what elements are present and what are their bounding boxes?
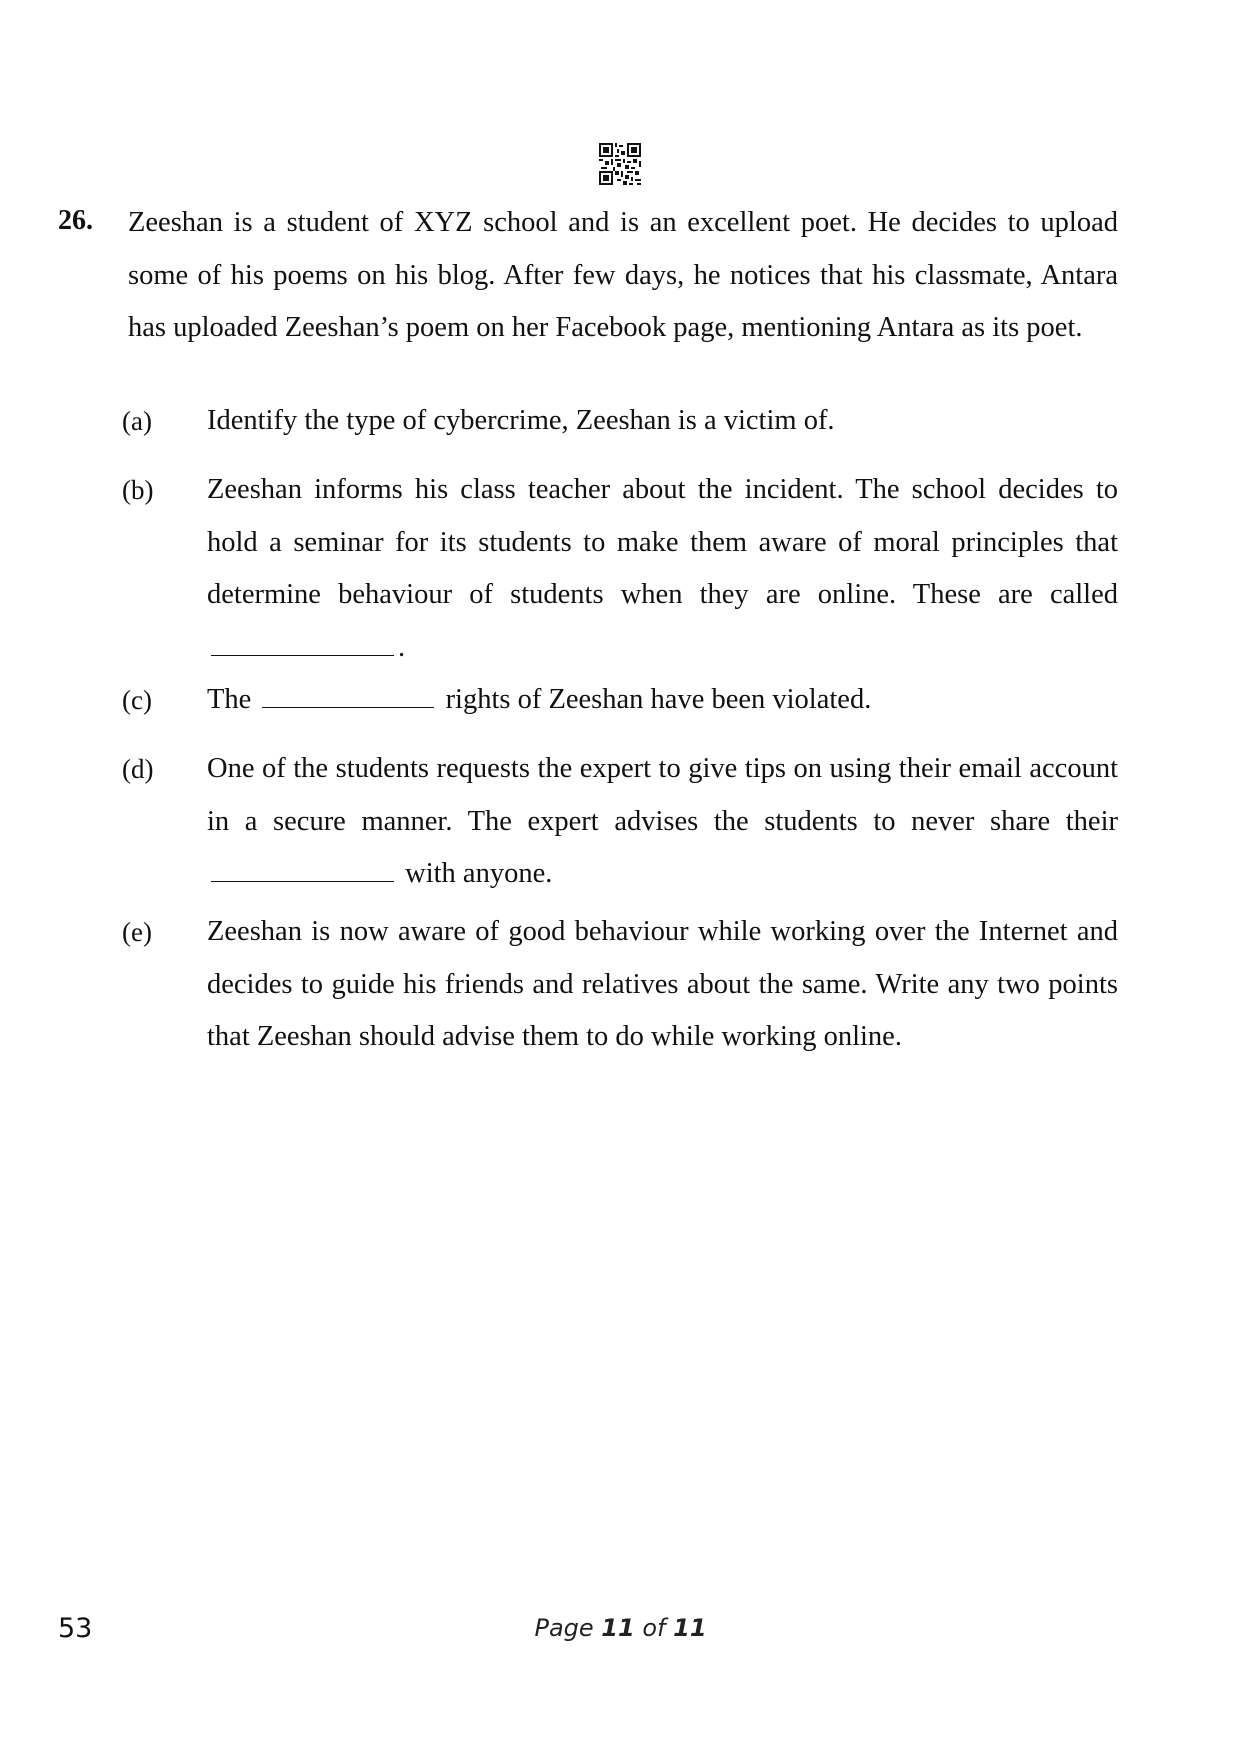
part-text-before: Zeeshan informs his class teacher about the incident. The school decides to hold a seminar for its students to make them aware of moral principles that determine behaviour of students when they are online. These are called — [207, 474, 1118, 610]
part-text — [207, 743, 1118, 901]
page-prefix: Page — [534, 1614, 594, 1642]
part-text: Identify the type of cybercrime, Zeeshan is a victim of. — [207, 405, 835, 436]
part-text: Zeeshan is now aware of good behaviour while working over the Internet and decides to guide his friends and relatives about the same. Write any two points that Zeeshan should advise them to do while working online. — [207, 916, 1118, 1052]
question-stem: Zeeshan is a student of XYZ school and is an excellent poet. He decides to upload some of his poems on his blog. After few days, he notices that his classmate, Antara has uploaded Zeeshan’s poem on her Facebook page, mentioning Antara as its poet. — [128, 207, 1118, 343]
part-text-after: rights of Zeeshan have been violated. — [445, 684, 872, 715]
part-label: (d) — [122, 754, 154, 784]
answer-blank — [262, 685, 434, 708]
part-text — [207, 674, 1118, 727]
part-text-before: The — [207, 684, 252, 715]
page-current: 11 — [601, 1614, 635, 1642]
part-label: (c) — [122, 685, 152, 715]
question-number: 26. — [58, 205, 93, 236]
page-indicator — [0, 1614, 1241, 1642]
part-label: (b) — [122, 475, 154, 505]
answer-blank — [211, 633, 394, 656]
answer-blank — [211, 859, 394, 882]
part-text-before: One of the students requests the expert to give tips on using their email account in a secure manner. The expert advises the students to never share their — [207, 753, 1118, 837]
qr-code-icon — [599, 143, 641, 185]
part-text-after: with anyone. — [405, 858, 553, 889]
part-label: (e) — [122, 917, 152, 947]
paper-code: 53 — [58, 1613, 93, 1644]
part-text-after: . — [398, 631, 406, 663]
page-total: 11 — [673, 1614, 707, 1642]
part-text — [207, 464, 1118, 674]
page-of: of — [642, 1614, 666, 1642]
part-label: (a) — [122, 406, 152, 436]
